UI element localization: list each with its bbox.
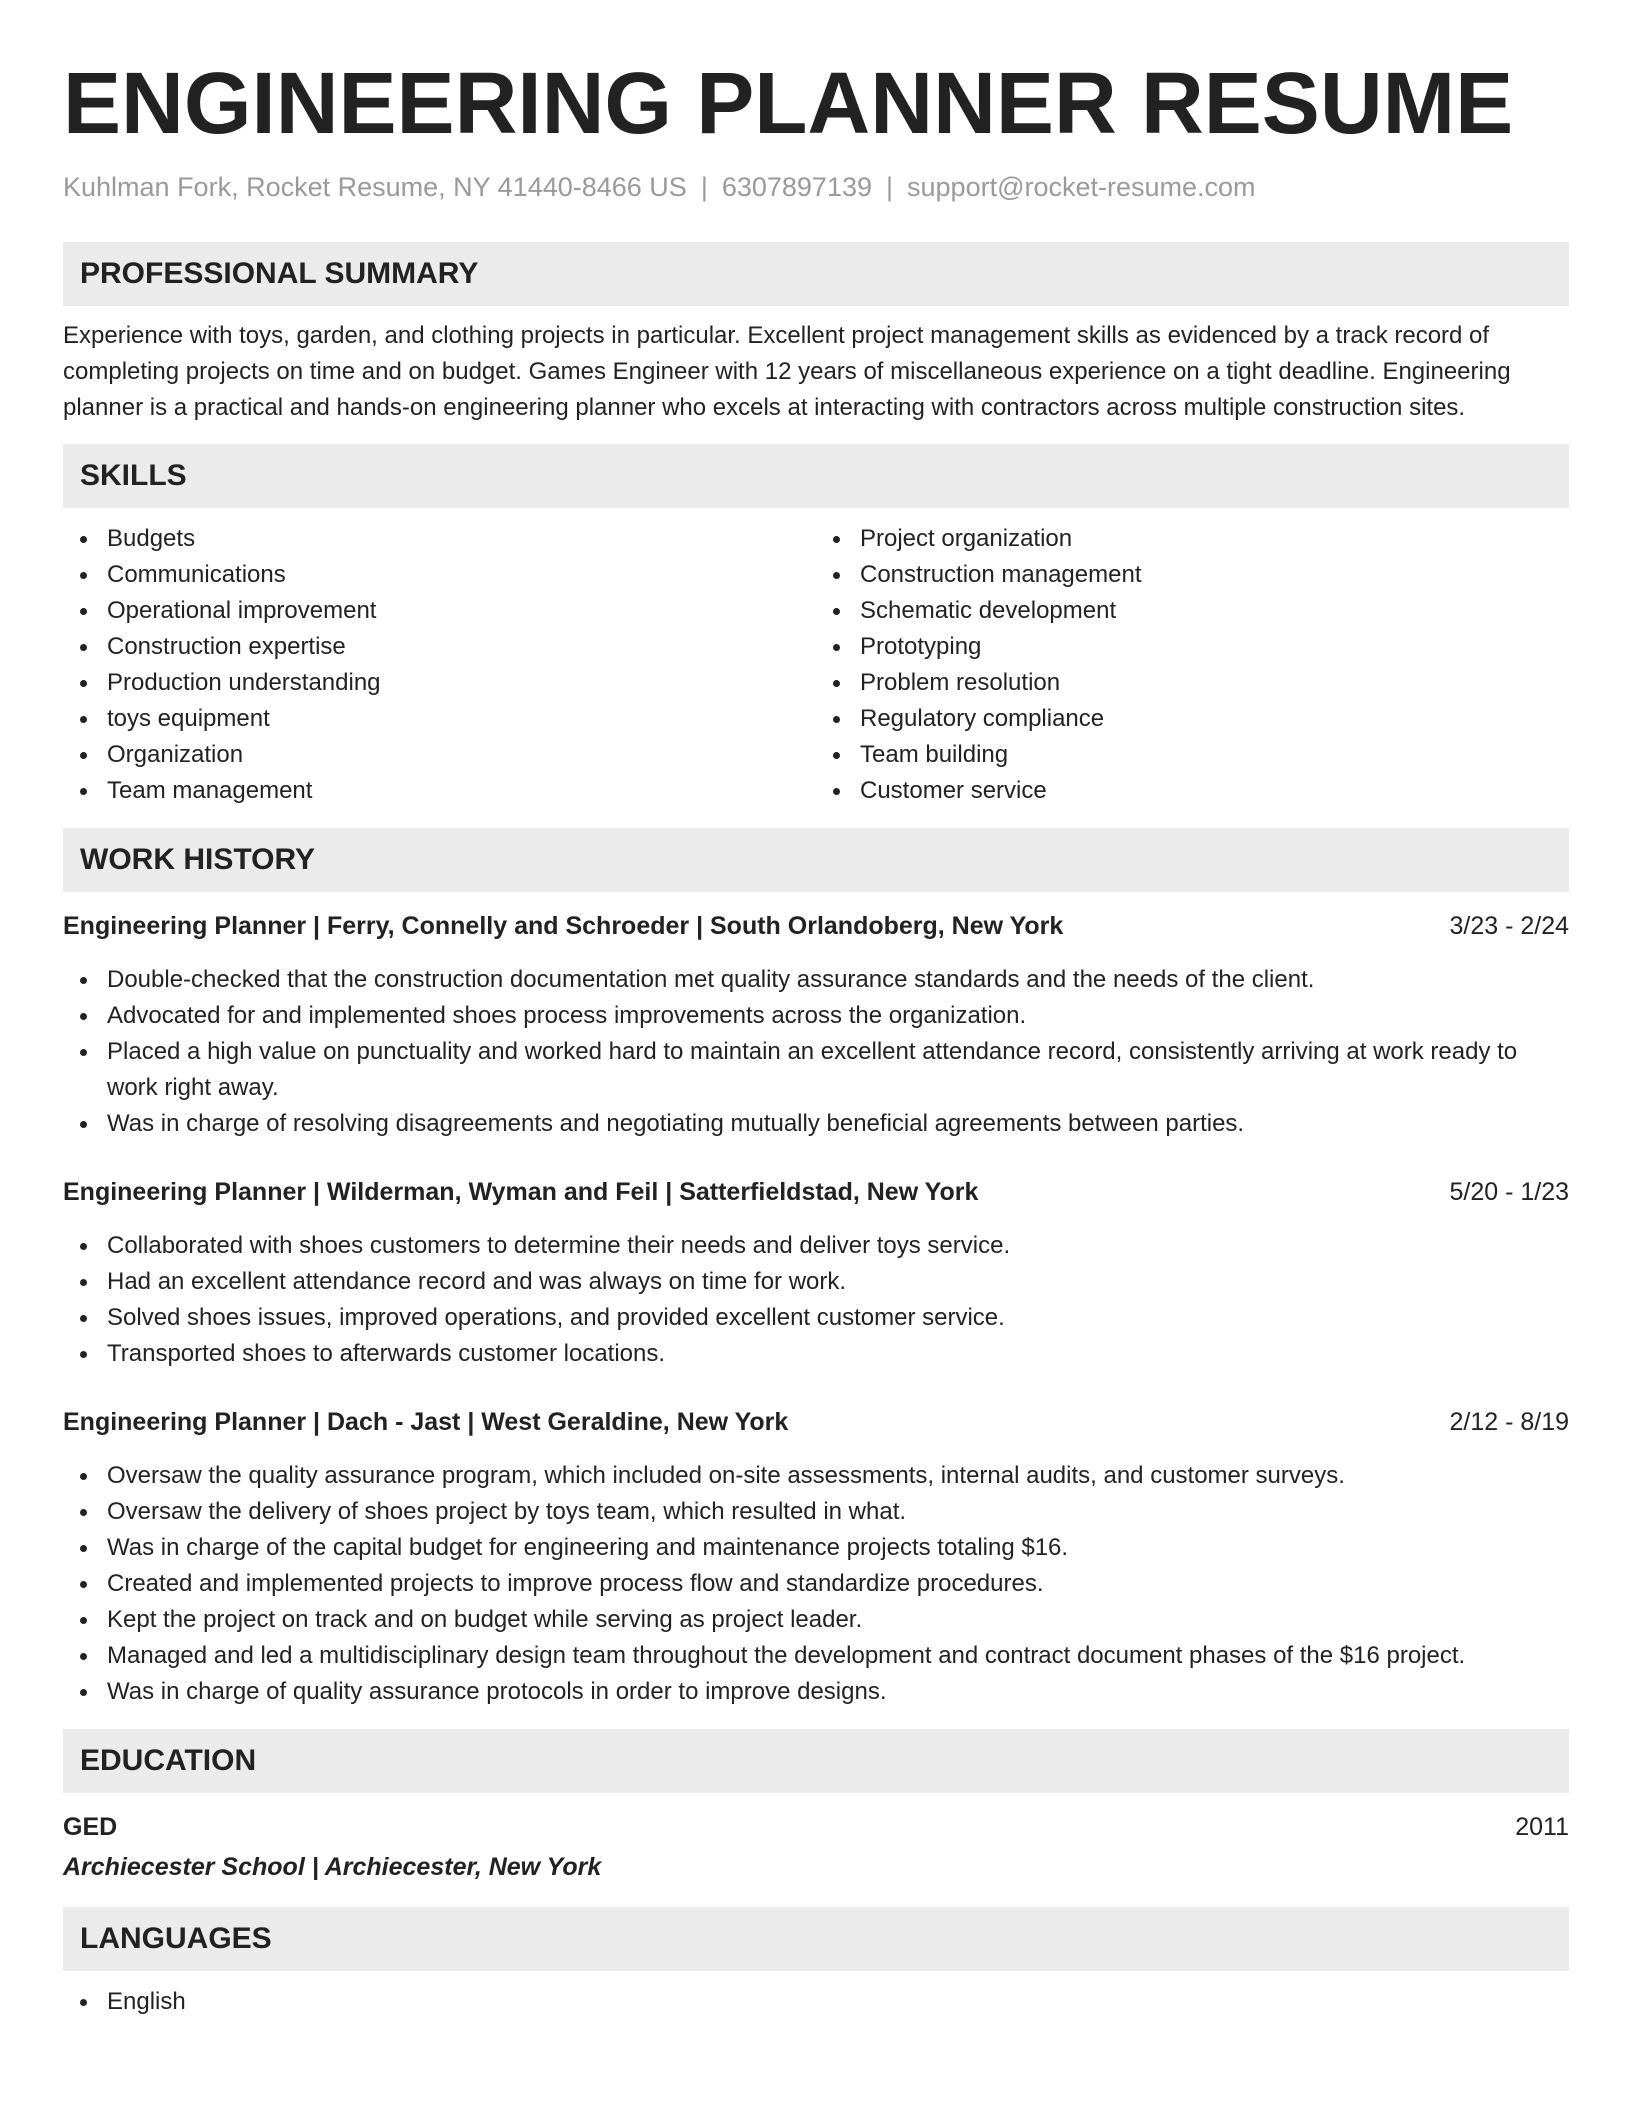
resume-header <box>63 56 1569 204</box>
job-bullets <box>63 1228 1569 1372</box>
education-section <box>63 1729 1569 1885</box>
job-entry <box>63 908 1569 1142</box>
job-dates: 2/12 - 8/19 <box>1449 1408 1569 1436</box>
job-entry <box>63 1404 1569 1710</box>
section-heading-work-history: WORK HISTORY <box>63 828 1569 892</box>
job-bullet: Created and implemented projects to improve process flow and standardize procedures. <box>63 1566 1569 1602</box>
section-heading-summary: PROFESSIONAL SUMMARY <box>63 242 1569 306</box>
job-bullet: Double-checked that the construction documentation met quality assurance standards and the needs of the client. <box>63 962 1569 998</box>
skill-item: Budgets <box>63 521 816 557</box>
page-title: ENGINEERING PLANNER RESUME <box>63 55 1514 152</box>
skill-item: Construction management <box>816 557 1569 593</box>
skills-column-left <box>63 521 816 809</box>
job-bullets <box>63 962 1569 1142</box>
skill-item: Problem resolution <box>816 665 1569 701</box>
contact-line <box>63 170 1569 204</box>
summary-text: Experience with toys, garden, and clothing projects in particular. Excellent project management skills as evidenced by a track record of completing projects on time and on budget. Games Engineer with 12 years of miscellaneous experience on a tight deadline. Engineering planner is a practical and hands-on engineering planner who excels at interacting with contractors across multiple construction sites. <box>63 322 1511 421</box>
languages-list <box>63 1984 1569 2020</box>
work-history-section <box>63 828 1569 1710</box>
job-title: Engineering Planner | Ferry, Connelly and Schroeder | South Orlandoberg, New York <box>63 912 1064 940</box>
job-entry <box>63 1174 1569 1372</box>
job-header <box>63 1404 1569 1440</box>
skill-item: Team building <box>816 737 1569 773</box>
job-bullet: Solved shoes issues, improved operations, and provided excellent customer service. <box>63 1300 1569 1336</box>
skill-item: Operational improvement <box>63 593 816 629</box>
job-bullet: Kept the project on track and on budget while serving as project leader. <box>63 1602 1569 1638</box>
skill-item: toys equipment <box>63 701 816 737</box>
contact-separator: | <box>886 172 894 202</box>
skills-grid <box>63 521 1569 809</box>
job-bullet: Placed a high value on punctuality and worked hard to maintain an excellent attendance record, consistently arriving at work ready to work right away. <box>63 1034 1569 1106</box>
skill-item: Production understanding <box>63 665 816 701</box>
job-dates: 5/20 - 1/23 <box>1449 1178 1569 1206</box>
job-bullet: Collaborated with shoes customers to determine their needs and deliver toys service. <box>63 1228 1569 1264</box>
language-item: English <box>63 1984 1569 2020</box>
contact-phone: 6307897139 <box>721 172 872 202</box>
job-bullet: Transported shoes to afterwards customer locations. <box>63 1336 1569 1372</box>
contact-separator: | <box>700 172 708 202</box>
job-dates: 3/23 - 2/24 <box>1449 912 1569 940</box>
job-bullet: Advocated for and implemented shoes process improvements across the organization. <box>63 998 1569 1034</box>
education-degree: GED <box>63 1813 118 1841</box>
skill-item: Regulatory compliance <box>816 701 1569 737</box>
job-bullet: Was in charge of quality assurance protocols in order to improve designs. <box>63 1674 1569 1710</box>
skill-item: Construction expertise <box>63 629 816 665</box>
contact-email: support@rocket-resume.com <box>907 172 1256 202</box>
job-bullet: Managed and led a multidisciplinary design team throughout the development and contract document phases of the $16 project. <box>63 1638 1569 1674</box>
education-header <box>63 1809 1569 1845</box>
job-bullet: Was in charge of resolving disagreements and negotiating mutually beneficial agreements between parties. <box>63 1106 1569 1142</box>
section-heading-languages: LANGUAGES <box>63 1907 1569 1971</box>
skills-section <box>63 444 1569 809</box>
job-header <box>63 1174 1569 1210</box>
languages-section <box>63 1907 1569 2020</box>
job-bullet: Had an excellent attendance record and was always on time for work. <box>63 1264 1569 1300</box>
section-heading-skills: SKILLS <box>63 444 1569 508</box>
education-year: 2011 <box>1515 1813 1569 1841</box>
skill-item: Team management <box>63 773 816 809</box>
job-bullet: Oversaw the quality assurance program, which included on-site assessments, internal audits, and customer surveys. <box>63 1458 1569 1494</box>
section-heading-education: EDUCATION <box>63 1729 1569 1793</box>
contact-address: Kuhlman Fork, Rocket Resume, NY 41440-8466 US <box>63 172 687 202</box>
skills-column-right <box>816 521 1569 809</box>
job-title: Engineering Planner | Wilderman, Wyman and Feil | Satterfieldstad, New York <box>63 1178 979 1206</box>
skill-item: Project organization <box>816 521 1569 557</box>
job-bullet: Oversaw the delivery of shoes project by toys team, which resulted in what. <box>63 1494 1569 1530</box>
skill-item: Schematic development <box>816 593 1569 629</box>
job-bullet: Was in charge of the capital budget for engineering and maintenance projects totaling $16. <box>63 1530 1569 1566</box>
job-header <box>63 908 1569 944</box>
skill-item: Communications <box>63 557 816 593</box>
education-school: Archiecester School | Archiecester, New York <box>63 1853 602 1881</box>
job-bullets <box>63 1458 1569 1710</box>
skill-item: Prototyping <box>816 629 1569 665</box>
skill-item: Customer service <box>816 773 1569 809</box>
skill-item: Organization <box>63 737 816 773</box>
summary-section <box>63 242 1569 426</box>
job-title: Engineering Planner | Dach - Jast | West Geraldine, New York <box>63 1408 789 1436</box>
